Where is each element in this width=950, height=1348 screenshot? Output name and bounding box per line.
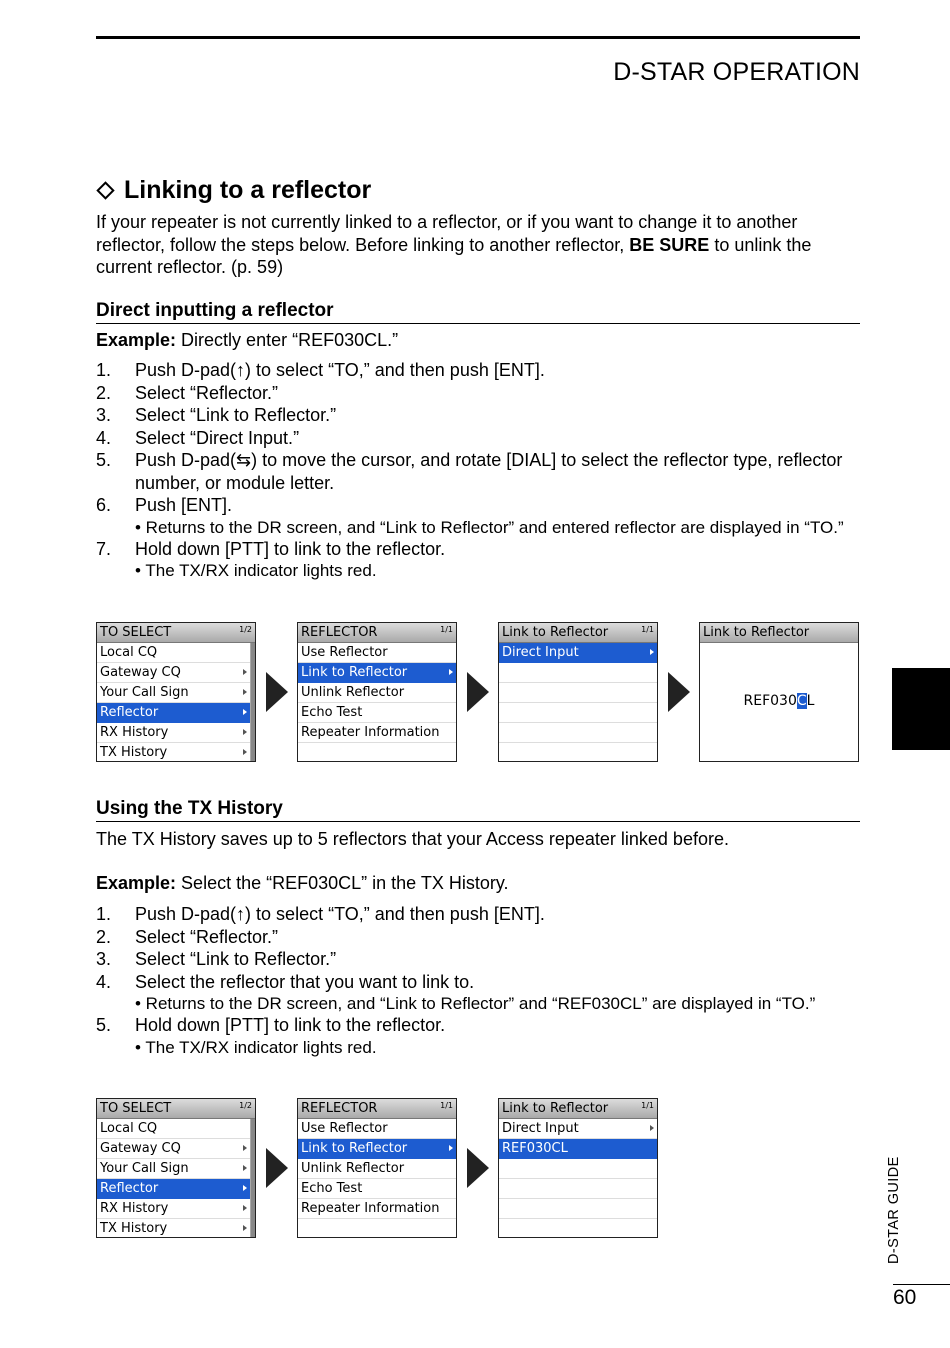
menu-item-tx-history[interactable] [97, 1219, 250, 1238]
menu-item-label: Direct Input [502, 1121, 579, 1136]
step [96, 903, 860, 926]
section-title [96, 176, 371, 205]
step-text: Push D-pad(↑) to select “TO,” and then push [ENT]. [135, 360, 545, 380]
step-number: 5. [96, 1015, 112, 1035]
menu-item-label: Local CQ [100, 645, 158, 660]
step-text: Push D-pad(⇆) to move the cursor, and rotate [DIAL] to select the reflector type, reflector number, or module letter. [135, 450, 843, 493]
menu-item-echo-test[interactable] [298, 1179, 456, 1199]
step-text: Hold down [PTT] to link to the reflector. [135, 1015, 446, 1035]
menu-item-empty [298, 1219, 456, 1238]
screen-page: 1/1 [641, 1101, 654, 1110]
menu-item-empty [499, 743, 657, 762]
chevron-right-icon [243, 669, 247, 675]
screen-title-text: Link to Reflector [703, 625, 810, 640]
direct-example [96, 330, 398, 351]
history-heading: Using the TX History [96, 798, 860, 822]
chevron-right-icon [650, 1125, 654, 1131]
step-number: 1. [96, 904, 112, 924]
step-number: 4. [96, 427, 112, 448]
diamond-icon [96, 181, 114, 199]
screen-title-text: Link to Reflector [502, 625, 609, 640]
screen-reflector [297, 1098, 457, 1238]
menu-item-reflector[interactable] [97, 1179, 250, 1199]
step-text: Select “Direct Input.” [135, 427, 300, 448]
step-text: Push [ENT]. [135, 495, 233, 515]
example-label: Example: [96, 330, 177, 350]
menu-item-label: Use Reflector [301, 645, 388, 660]
menu-item-repeater-information[interactable] [298, 1199, 456, 1219]
screen-title-text: REFLECTOR [301, 1101, 378, 1116]
menu-item-empty [499, 1179, 657, 1199]
menu-item-unlink-reflector[interactable] [298, 683, 456, 703]
menu-item-label: TX History [100, 745, 168, 760]
menu-item-label: Unlink Reflector [301, 685, 405, 700]
intro-bold: BE SURE [629, 234, 710, 255]
step [96, 1014, 860, 1058]
screen-page: 1/1 [641, 625, 654, 634]
menu-item-label: TX History [100, 1221, 168, 1236]
menu-item-label: Reflector [100, 1181, 159, 1196]
section-title-text: Linking to a reflector [124, 176, 372, 204]
menu-item-label: Local CQ [100, 1121, 158, 1136]
menu-item-label: Reflector [100, 705, 159, 720]
screen-title-text: Link to Reflector [502, 1101, 609, 1116]
history-description: The TX History saves up to 5 reflectors that your Access repeater linked before. [96, 829, 729, 849]
side-guide-text: D-STAR GUIDE [886, 1156, 902, 1264]
step [96, 926, 860, 949]
section-header: D-STAR OPERATION [613, 58, 860, 86]
step-text: Select “Link to Reflector.” [135, 405, 337, 425]
scrollbar-thumb[interactable] [251, 643, 255, 761]
step-number: 2. [96, 382, 112, 403]
menu-item-empty [298, 743, 456, 762]
header-rule [96, 36, 860, 39]
step-text: Select the reflector that you want to link to. [135, 971, 475, 992]
screen-title [499, 1099, 657, 1119]
step-number: 5. [96, 450, 112, 470]
screen-title-text: REFLECTOR [301, 625, 378, 640]
chevron-right-icon [243, 709, 247, 715]
menu-item-local-cq[interactable] [97, 1119, 250, 1139]
step-note-text: • The TX/RX indicator lights red. [135, 1037, 377, 1057]
menu-item-gateway-cq[interactable] [97, 663, 250, 683]
menu-item-direct-input[interactable] [499, 1119, 657, 1139]
menu-item-empty [499, 1199, 657, 1219]
screen-title-text: TO SELECT [100, 625, 172, 640]
scrollbar[interactable] [250, 1119, 255, 1237]
step-text: Select “Reflector.” [135, 926, 279, 947]
menu-item-link-to-reflector[interactable] [298, 1139, 456, 1159]
menu-item-label: Gateway CQ [100, 665, 181, 680]
input-value-tail: L [806, 693, 815, 709]
menu-item-gateway-cq[interactable] [97, 1139, 250, 1159]
menu-item-label: Link to Reflector [301, 665, 408, 680]
page-number-rule [893, 1284, 950, 1285]
input-cursor: C [796, 693, 807, 709]
step [96, 948, 860, 971]
screen-title [499, 623, 657, 643]
chevron-right-icon [243, 1165, 247, 1171]
chevron-right-icon [243, 1145, 247, 1151]
intro-paragraph [96, 211, 860, 279]
step [96, 404, 860, 427]
menu-item-label: Gateway CQ [100, 1141, 181, 1156]
menu-item-empty [499, 723, 657, 743]
step [96, 449, 860, 494]
screen-title [97, 623, 255, 643]
menu-item-empty [499, 1159, 657, 1179]
step [96, 494, 860, 538]
step [96, 971, 860, 1015]
chevron-right-icon [243, 749, 247, 755]
menu-item-tx-history[interactable] [97, 743, 250, 762]
intro-text-1: If your repeater is not currently linked to a reflector, or if you want to change it to another reflector, follow the steps below. Before linking to another reflector, [96, 212, 798, 255]
menu-item-rx-history[interactable] [97, 723, 250, 743]
scrollbar-thumb[interactable] [251, 1119, 255, 1237]
chapter-tab [892, 668, 950, 750]
menu-item-label: Echo Test [301, 705, 363, 720]
step-number: 2. [96, 926, 112, 947]
page-number: 60 [893, 1286, 917, 1309]
screen-page: 1/2 [239, 625, 252, 634]
intro-text-2: to unlink the current reflector. (p. 59) [96, 234, 812, 277]
step-number: 4. [96, 971, 112, 992]
example-text: Directly enter “REF030CL.” [176, 330, 399, 350]
menu-item-empty [499, 663, 657, 683]
menu-item-empty [499, 703, 657, 723]
screen-page: 1/1 [440, 625, 453, 634]
menu-item-rx-history[interactable] [97, 1199, 250, 1219]
step-note [135, 517, 860, 538]
side-guide-label [886, 1150, 910, 1264]
menu-item-link-to-reflector[interactable] [298, 663, 456, 683]
screen-direct-input [699, 622, 859, 762]
menu-item-empty [499, 683, 657, 703]
screen-to-select [96, 622, 256, 762]
scrollbar[interactable] [250, 643, 255, 761]
chevron-right-icon [243, 1205, 247, 1211]
step-text: Push D-pad(↑) to select “TO,” and then push [ENT]. [135, 904, 545, 924]
arrow-right-icon [467, 672, 489, 712]
direct-steps [96, 359, 860, 581]
screen-title [298, 623, 456, 643]
arrow-right-icon [467, 1148, 489, 1188]
step-note [135, 560, 860, 581]
menu-item-label: Your Call Sign [100, 1161, 189, 1176]
step-note [135, 1037, 860, 1058]
step-number: 6. [96, 495, 112, 515]
menu-item-label: Echo Test [301, 1181, 363, 1196]
history-example [96, 873, 509, 894]
menu-item-label: Repeater Information [301, 725, 440, 740]
chevron-right-icon [650, 649, 654, 655]
menu-item-use-reflector[interactable] [298, 1119, 456, 1139]
menu-item-label: Your Call Sign [100, 685, 189, 700]
step [96, 382, 860, 405]
chevron-right-icon [449, 669, 453, 675]
arrow-right-icon [266, 672, 288, 712]
example-label: Example: [96, 873, 177, 893]
screen-page: 1/1 [440, 1101, 453, 1110]
history-steps [96, 903, 860, 1058]
step-text: Select “Reflector.” [135, 382, 279, 403]
example-text: Select the “REF030CL” in the TX History. [176, 873, 509, 893]
arrow-right-icon [266, 1148, 288, 1188]
menu-item-label: RX History [100, 725, 169, 740]
step-number: 1. [96, 360, 112, 380]
input-value: REF030 [743, 693, 797, 709]
screen-to-select [96, 1098, 256, 1238]
screen-title [700, 623, 858, 643]
menu-item-local-cq[interactable] [97, 643, 250, 663]
step [96, 359, 860, 382]
step-number: 3. [96, 949, 112, 969]
step-text: Hold down [PTT] to link to the reflector. [135, 538, 446, 559]
menu-item-label: Use Reflector [301, 1121, 388, 1136]
screen-page: 1/2 [239, 1101, 252, 1110]
menu-item-label: RX History [100, 1201, 169, 1216]
step [96, 427, 860, 450]
step-note-text: • Returns to the DR screen, and “Link to Reflector” and entered reflector are displayed in “TO.” [135, 517, 844, 537]
screen-title [97, 1099, 255, 1119]
menu-item-your-call-sign[interactable] [97, 1159, 250, 1179]
menu-item-direct-input[interactable] [499, 643, 657, 663]
step-note [135, 993, 860, 1014]
chevron-right-icon [243, 1225, 247, 1231]
menu-item-label: REF030CL [502, 1141, 568, 1156]
menu-item-your-call-sign[interactable] [97, 683, 250, 703]
menu-item-ref030cl[interactable] [499, 1139, 657, 1159]
step [96, 538, 860, 582]
chevron-right-icon [243, 689, 247, 695]
menu-item-repeater-information[interactable] [298, 723, 456, 743]
screen-link-to-reflector-history [498, 1098, 658, 1238]
step-note-text: • Returns to the DR screen, and “Link to Reflector” and “REF030CL” are displayed in “TO.” [135, 994, 816, 1013]
menu-item-unlink-reflector[interactable] [298, 1159, 456, 1179]
menu-item-echo-test[interactable] [298, 703, 456, 723]
menu-item-label: Link to Reflector [301, 1141, 408, 1156]
screen-title [298, 1099, 456, 1119]
chevron-right-icon [449, 1145, 453, 1151]
menu-item-empty [499, 1219, 657, 1238]
step-note-text: • The TX/RX indicator lights red. [135, 561, 377, 580]
menu-item-reflector[interactable] [97, 703, 250, 723]
step-text: Select “Link to Reflector.” [135, 949, 337, 969]
reflector-input-field[interactable] [700, 693, 858, 709]
screen-link-to-reflector [498, 622, 658, 762]
step-number: 3. [96, 405, 112, 425]
screen-reflector [297, 622, 457, 762]
menu-item-label: Unlink Reflector [301, 1161, 405, 1176]
screen-title-text: TO SELECT [100, 1101, 172, 1116]
step-number: 7. [96, 538, 112, 559]
chevron-right-icon [243, 1185, 247, 1191]
menu-item-use-reflector[interactable] [298, 643, 456, 663]
arrow-right-icon [668, 672, 690, 712]
menu-item-label: Direct Input [502, 645, 579, 660]
direct-heading: Direct inputting a reflector [96, 300, 860, 324]
menu-item-label: Repeater Information [301, 1201, 440, 1216]
chevron-right-icon [243, 729, 247, 735]
